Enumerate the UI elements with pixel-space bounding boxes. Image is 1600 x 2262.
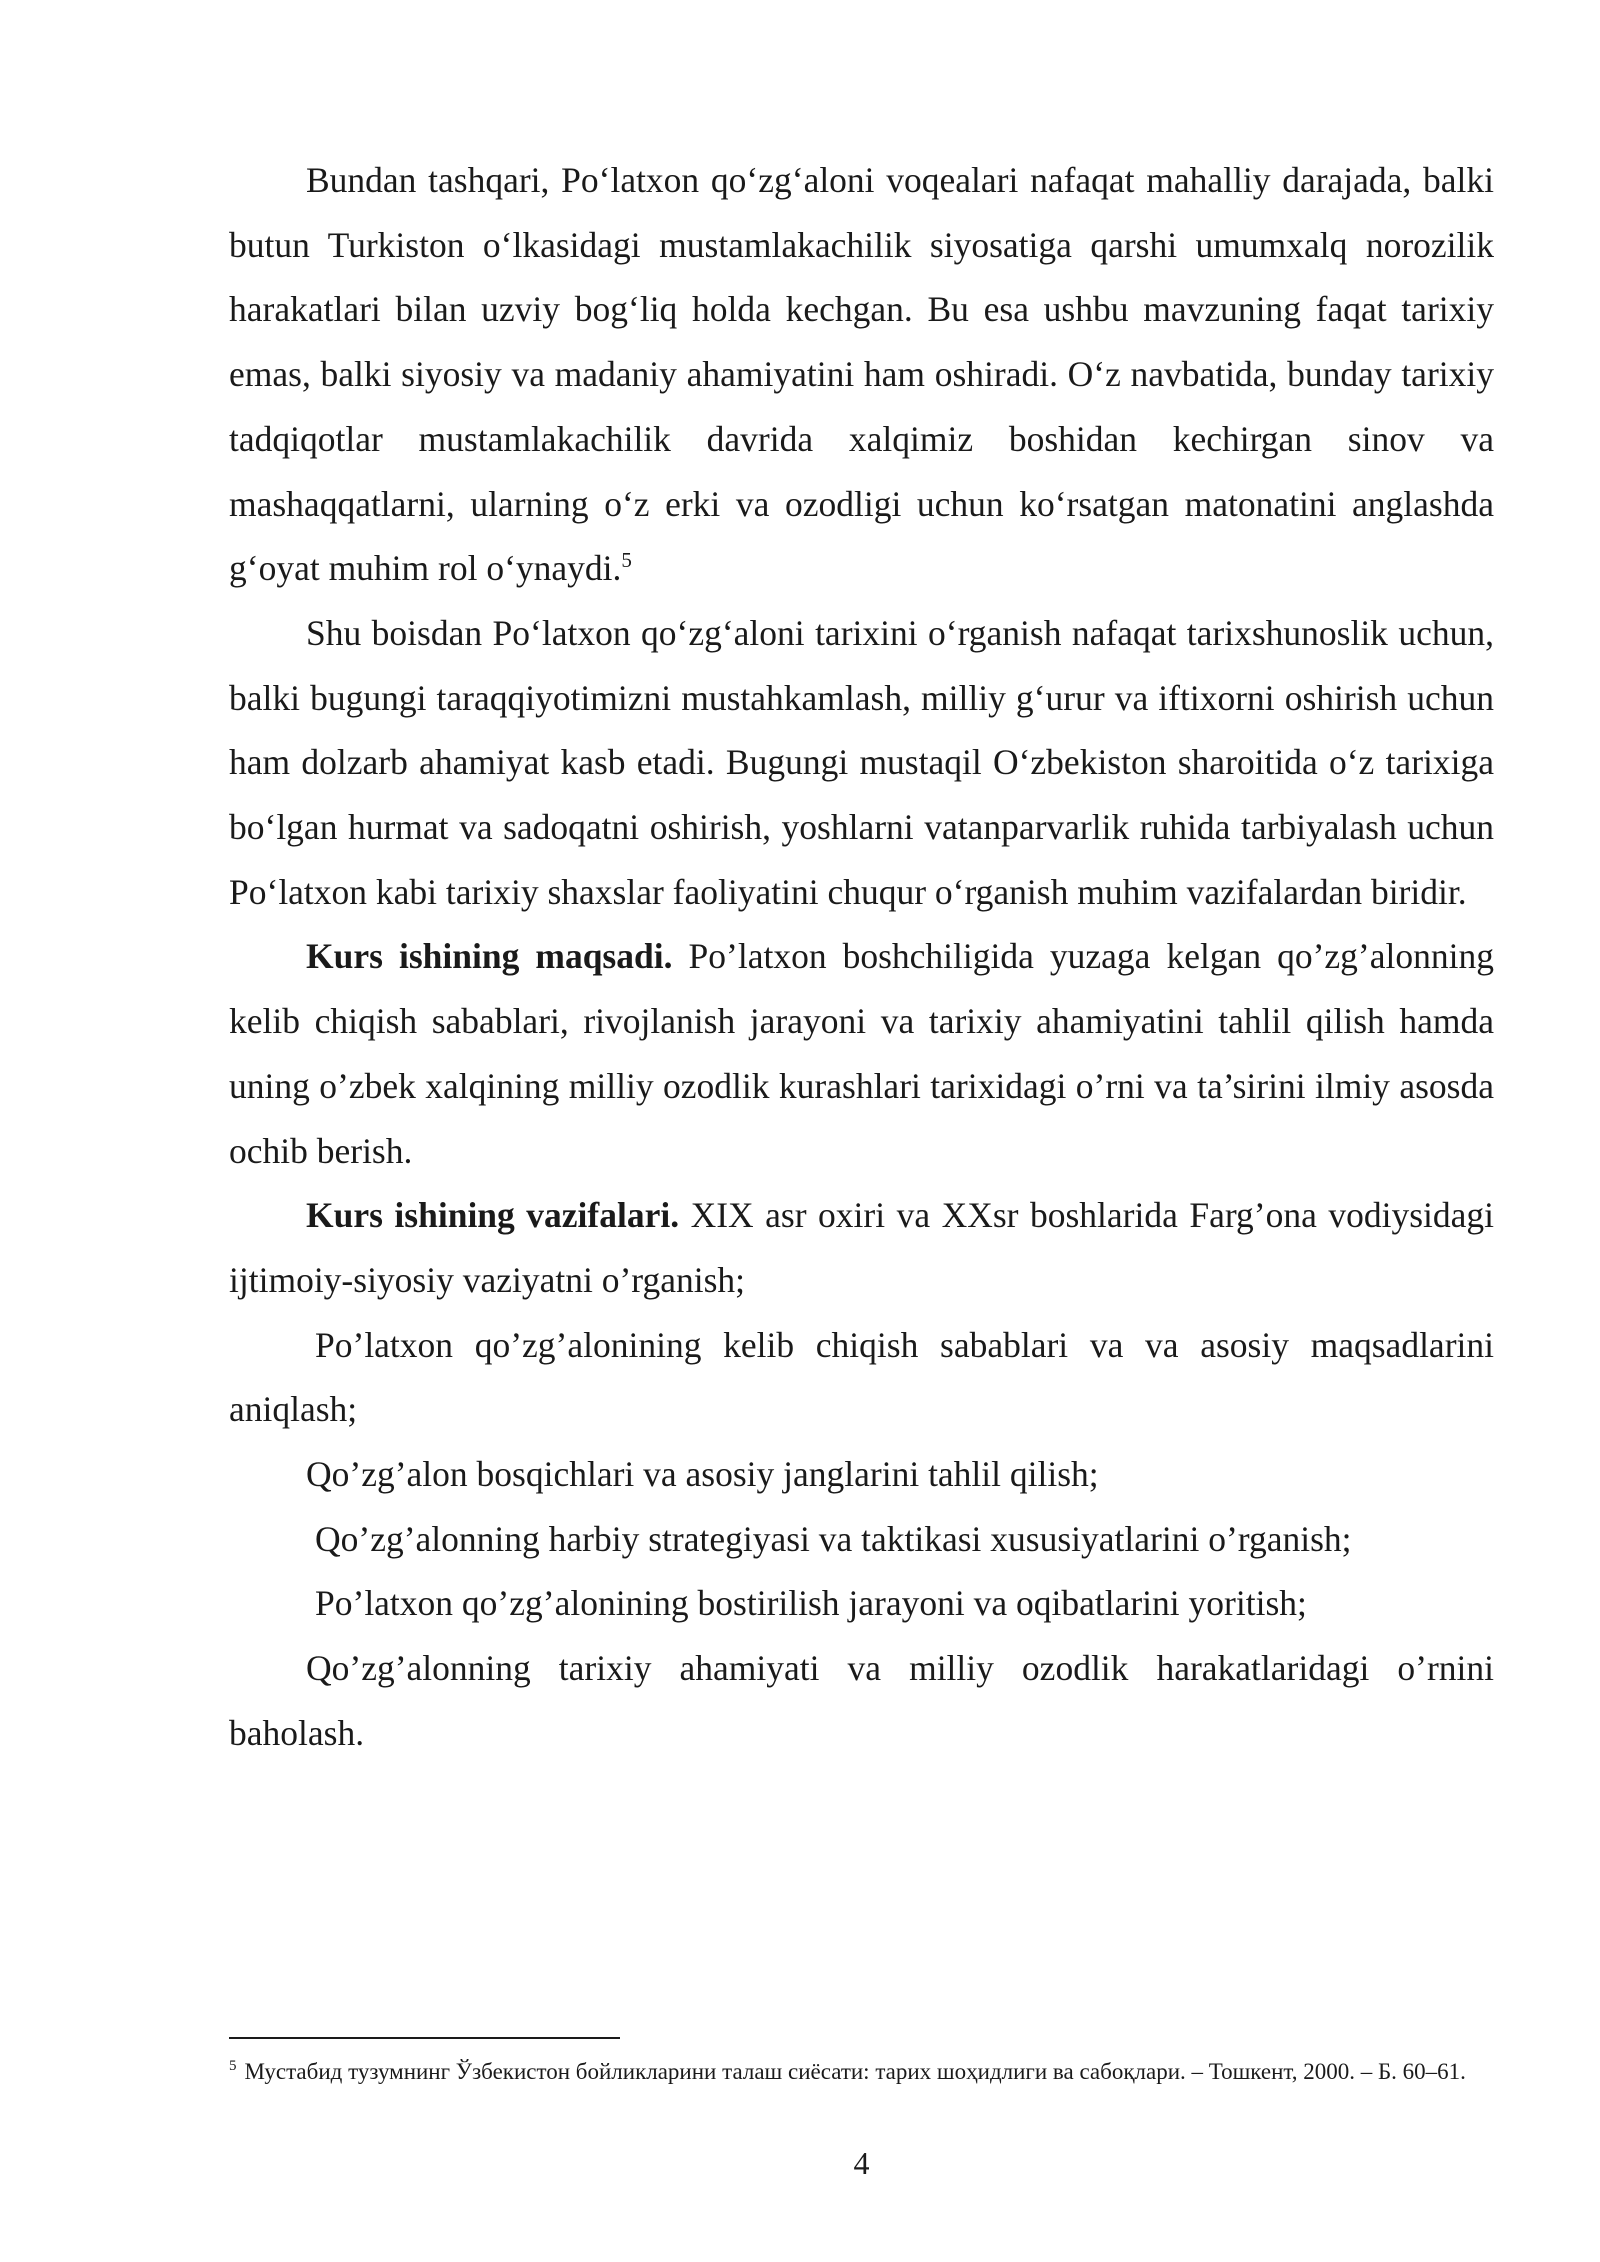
footnote-separator — [229, 2037, 620, 2039]
task-item-4: Qo’zg’alonning harbiy strategiyasi va taktikasi xususiyatlarini o’rganish; — [315, 1518, 1352, 1559]
paragraph-aim — [229, 924, 1494, 1183]
task-item-1: XIX asr oxiri va XXsr boshlarida Farg’ona vodiysidagi ijtimoiy-siyosiy vaziyatni o’rganish; — [229, 1195, 1494, 1300]
aim-heading: Kurs ishining maqsadi. — [306, 936, 673, 977]
aim-text: Po’latxon boshchiligida yuzaga kelgan qo’zg’alonning kelib chiqish sabablari, rivojlanish jarayoni va tarixiy ahamiyatini tahlil qilish hamda uning o’zbek xalqining milliy ozodlik kurashlari tarixidagi o’rni va ta’sirini ilmiy asosda ochib berish. — [229, 936, 1494, 1171]
footnote — [229, 2055, 1494, 2088]
task-item-5: Po’latxon qo’zg’alonining bostirilish jarayoni va oqibatlarini yoritish; — [315, 1583, 1307, 1624]
task-item-6: Qo’zg’alonning tarixiy ahamiyati va milliy ozodlik harakatlaridagi o’rnini baholash. — [229, 1648, 1494, 1753]
footnote-mark: 5 — [229, 2058, 237, 2075]
paragraph-tasks — [229, 1183, 1494, 1312]
footnote-text: Мустабид тузумнинг Ўзбекистон бойликларини талаш сиёсати: тарих шоҳидлиги ва сабоқлари. – Тошкент, 2000. – Б. 60–61. — [244, 2059, 1466, 2084]
paragraph-2: Shu boisdan Po‘latxon qo‘zg‘aloni tarixini o‘rganish nafaqat tarixshunoslik uchun, balki bugungi taraqqiyotimizni mustahkamlash, milliy g‘urur va iftixorni oshirish uchun ham dolzarb ahamiyat kasb etadi. Bugungi mustaqil O‘zbekiston sharoitida o‘z tarixiga bo‘lgan hurmat va sadoqatni oshirish, yoshlarni vatanparvarlik ruhida tarbiyalash uchun Po‘latxon kabi tarixiy shaxslar faoliyatini chuqur o‘rganish muhim vazifalardan biridir. — [229, 612, 1494, 912]
body-text — [229, 148, 1494, 1766]
task-item-3: Qo’zg’alon bosqichlari va asosiy janglarini tahlil qilish; — [306, 1454, 1099, 1495]
footnote-reference: 5 — [621, 548, 632, 573]
tasks-heading: Kurs ishining vazifalari. — [306, 1195, 680, 1236]
paragraph-1 — [229, 148, 1494, 601]
task-item-2: Po’latxon qo’zg’alonining kelib chiqish sabablari va va asosiy maqsadlarini aniqlash; — [229, 1324, 1494, 1430]
paragraph-1-text: Bundan tashqari, Po‘latxon qo‘zg‘aloni voqealari nafaqat mahalliy darajada, balki butun Turkiston o‘lkasidagi mustamlakachilik siyosatiga qarshi umumxalq norozilik harakatlari bilan uzviy bog‘liq holda kechgan. Bu esa ushbu mavzuning faqat tarixiy emas, balki siyosiy va madaniy ahamiyatini ham oshiradi. O‘z navbatida, bunday tarixiy tadqiqotlar mustamlakachilik davrida xalqimiz boshidan kechirgan sinov va mashaqqatlarni, ularning o‘z erki va ozodligi uchun ko‘rsatgan matonatini anglashda g‘oyat muhim rol o‘ynaydi. — [229, 160, 1494, 589]
page-number: 4 — [853, 2145, 870, 2181]
